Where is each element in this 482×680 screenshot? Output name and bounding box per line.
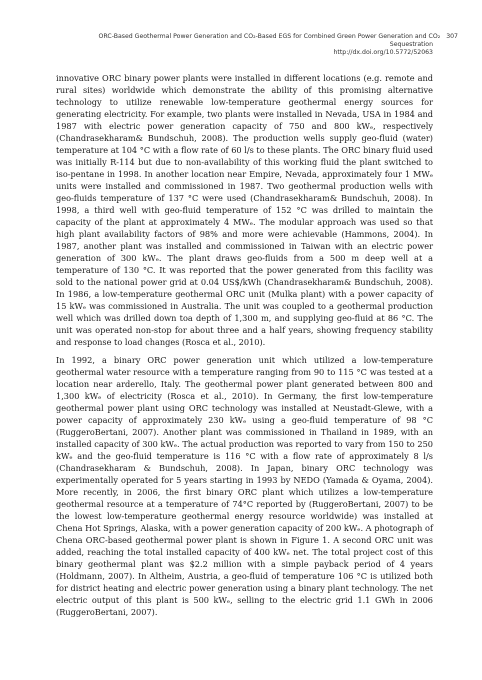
paragraph-2: In 1992, a binary ORC power generation unit which utilized a low-temperature geothermal water resource with a temperature ranging from 90 to 115 °C was tested at a location near arderello, Italy. The geothermal power plant generated between 800 and 1,300 kWₑ of electricity (Rosca et al., 2010). In Germany, the first low-temperature geothermal power plant using ORC technology was installed at Neustadt-Glewe, with a power capacity of approximately 230 kWₑ using a geo-fluid temperature of 98 °C (RuggeroBertani, 2007). Another plant was commissioned in Thailand in 1989, with an installed capacity of 300 kWₑ. The actual production was reported to vary from 150 to 250 kWₑ and the geo-fluid temperature is 116 °C with a flow rate of approximately 8 l/s (Chandrasekharam & Bundschuh, 2008). In Japan, binary ORC technology was experimentally operated for 5 years starting in 1993 by NEDO (Yamada & Oyama, 2004). More recently, in 2006, the first binary ORC plant which utilizes a low-temperature geothermal resource at a temperature of 74°C reported by (RuggeroBertani, 2007) to be the lowest low-temperature geothermal energy resource worldwide) was installed at Chena Hot Springs, Alaska, with a power generation capacity of 200 kWₑ. A photograph of Chena ORC-based geothermal power plant is shown in Figure 1. A second ORC unit was added, reaching the total installed capacity of 400 kWₑ net. The total project cost of this binary geothermal plant was $2.2 million with a simple payback period of 4 years (Holdmann, 2007). In Altheim, Austria, a geo-fluid of temperature 106 °C is utilized both for district heating and electric power generation using a binary plant technology. The net electric output of this plant is 500 kWₑ, selling to the electric grid 1.1 GWh in 2006 (RuggeroBertani, 2007).	[56, 355, 433, 617]
page-number: 307	[446, 33, 458, 40]
body-text	[56, 72, 433, 624]
paragraph-1: innovative ORC binary power plants were installed in different locations (e.g. remote and rural sites) worldwide which demonstrate the ability of this promising alternative technology to utilize renewable low-temperature geothermal energy sources for generating electricity. For example, two plants were installed in Nevada, USA in 1984 and 1987 with electric power generation capacity of 750 and 800 kWₑ, respectively (Chandrasekharam& Bundschuh, 2008). The production wells supply geo-fluid (water) temperature at 104 °C with a flow rate of 60 l/s to these plants. The ORC binary fluid used was initially R-114 but due to non-availability of this working fluid the plant switched to iso-pentane in 1998. In another location near Empire, Nevada, approximately four 1 MWₑ units were installed and commissioned in 1987. Two geothermal production wells with geo-fluids temperature of 137 °C were used (Chandrasekharam& Bundschuh, 2008). In 1998, a third well with geo-fluid temperature of 152 °C was drilled to maintain the capacity of the plant at approximately 4 MWₑ. The modular approach was used so that high plant availability factors of 98% and more were achievable (Hammons, 2004). In 1987, another plant was installed and commissioned in Taiwan with an electric power generation of 300 kWₑ. The plant draws geo-fluids from a 500 m deep well at a temperature of 130 °C. It was reported that the power generated from this facility was sold to the national power grid at 0.04 US$/kWh (Chandrasekharam& Bundschuh, 2008). In 1986, a low-temperature geothermal ORC unit (Mulka plant) with a power capacity of 15 kWₑ was commissioned in Australia. The unit was coupled to a geothermal production well which was drilled down toa depth of 1,300 m, and supplying geo-fluid at 86 °C. The unit was operated non-stop for about three and a half years, showing frequency stability and response to load changes (Rosca et al., 2010).	[56, 73, 433, 347]
running-header	[56, 33, 458, 57]
running-title-continued: Sequestration	[389, 41, 433, 48]
running-title-line	[56, 33, 458, 41]
doi-link[interactable]: http://dx.doi.org/10.5772/52063	[333, 49, 433, 56]
running-title: ORC-Based Geothermal Power Generation and CO₂-Based EGS for Combined Green Power Generation and CO₂	[98, 33, 441, 40]
